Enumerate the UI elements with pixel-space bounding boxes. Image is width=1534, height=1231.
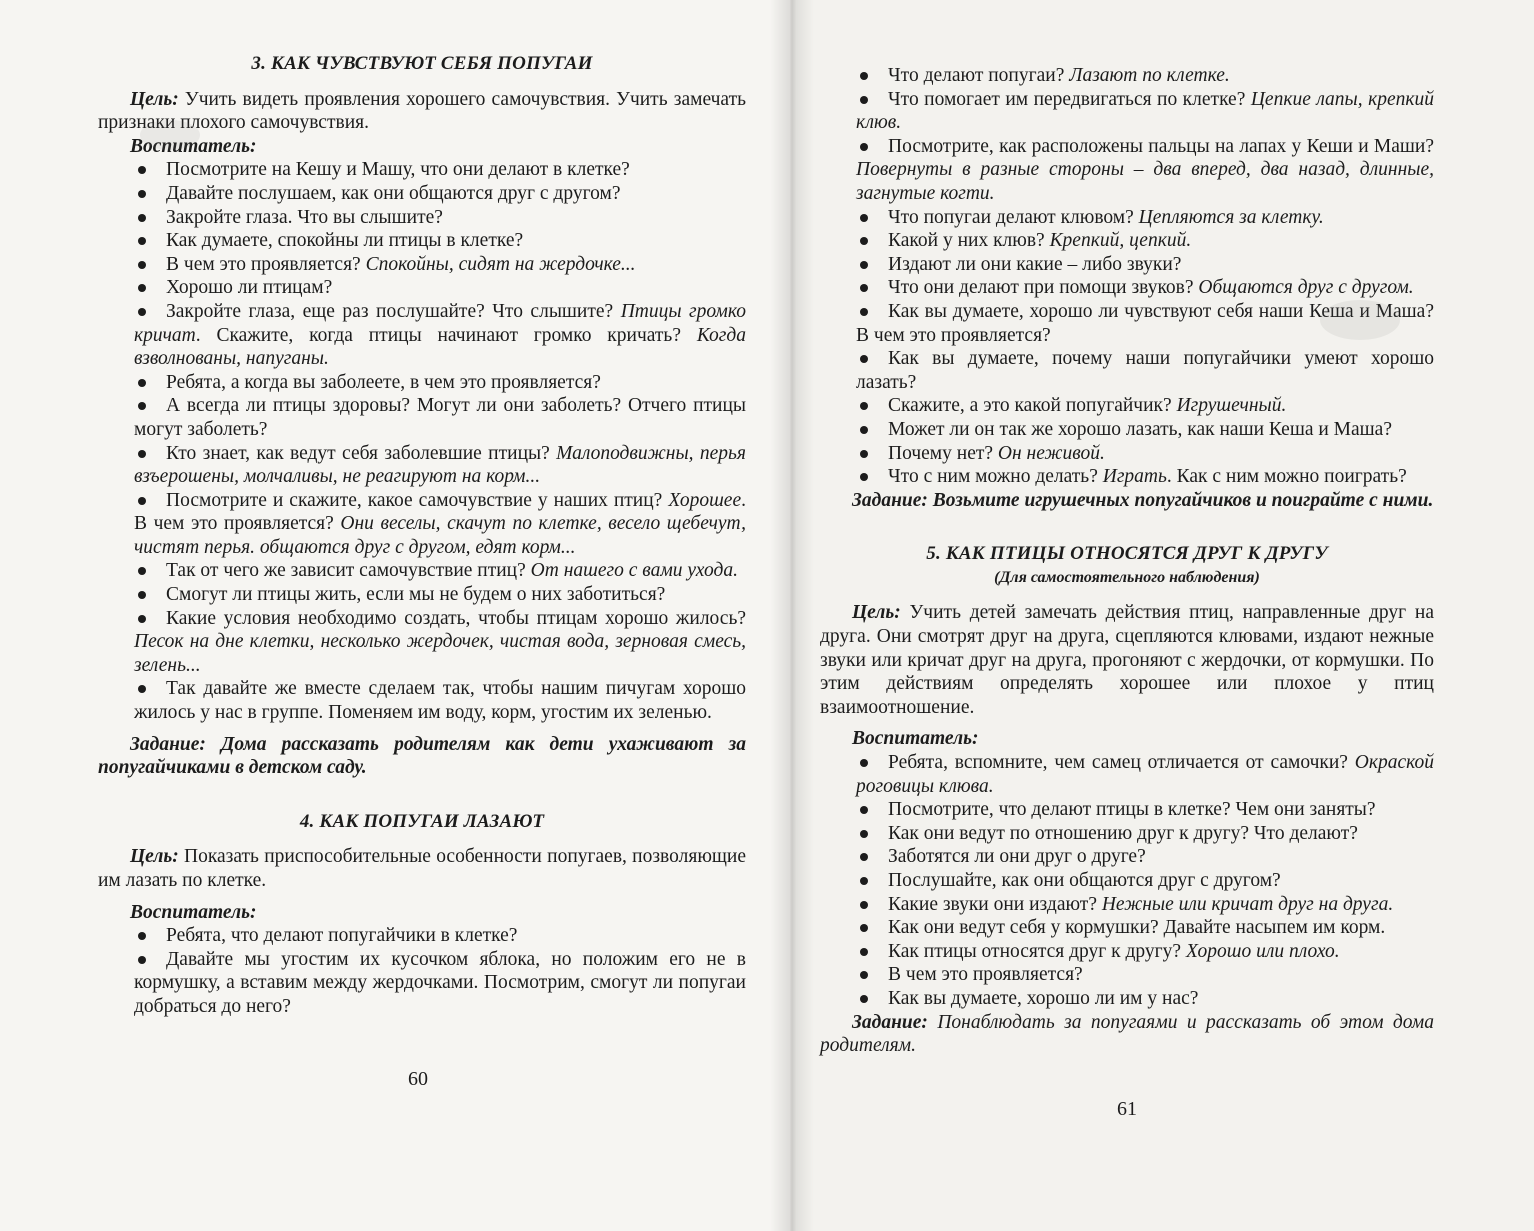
question-item [820, 206, 1434, 230]
section-5-title: 5. КАК ПТИЦЫ ОТНОСЯТСЯ ДРУГ К ДРУГУ [926, 543, 1328, 565]
question-part: Издают ли они какие – либо звуки? [888, 253, 1182, 275]
task-label: Задание: [130, 733, 206, 755]
bullet-icon [860, 426, 868, 434]
section-5-questions [820, 751, 1434, 1011]
section-5-goal [820, 601, 1434, 719]
answer-text: Лазают по клетке. [1069, 65, 1230, 86]
question-item [820, 442, 1434, 466]
bullet-icon [860, 308, 868, 316]
bullet-icon [860, 96, 868, 104]
question-text [134, 583, 746, 607]
bullet-icon [138, 190, 146, 198]
bullet-icon [138, 379, 146, 387]
task-label: Задание: [852, 489, 928, 511]
question-text [134, 677, 746, 724]
question-item [98, 300, 746, 371]
question-part: Как вы думаете, почему наши попугайчики умеют хорошо лазать? [856, 348, 1434, 393]
question-item [98, 489, 746, 560]
goal-label: Цель: [852, 602, 901, 624]
question-item [820, 869, 1434, 893]
question-text [856, 751, 1434, 798]
question-text [856, 798, 1434, 822]
question-part: Посмотрите на Кешу и Машу, что они делают в клетке? [166, 159, 630, 181]
question-item [98, 182, 746, 206]
answer-text: Повернуты в разные стороны – два вперед, два назад, длинные, загнутые когти. [856, 159, 1434, 204]
question-item [820, 64, 1434, 88]
question-text [134, 229, 746, 253]
answer-text: Когда взволнованы, напуганы. [134, 324, 746, 370]
question-text [856, 347, 1434, 394]
question-text [856, 963, 1434, 987]
question-part: . Скажите, когда птицы начинают громко кричать? [195, 324, 697, 346]
question-item [98, 559, 746, 583]
question-item [820, 394, 1434, 418]
section-3-task [98, 733, 746, 780]
question-text [134, 607, 746, 678]
bullet-icon [860, 72, 868, 80]
question-part: Что помогает им передвигаться по клетке? [888, 88, 1251, 110]
question-part: Что с ним можно делать? [888, 466, 1103, 488]
bullet-icon [860, 995, 868, 1003]
question-item [820, 88, 1434, 135]
answer-text: Песок на дне клетки, несколько жердочек, чистая вода, зерновая смесь, зелень... [134, 631, 746, 676]
section-4-title: 4. КАК ПОПУГАИ ЛАЗАЮТ [299, 810, 545, 832]
question-text [134, 158, 746, 182]
question-part: Смогут ли птицы жить, если мы не будем о них заботиться? [166, 584, 666, 606]
question-text [856, 229, 1434, 253]
question-part: Какие условия необходимо создать, чтобы птицам хорошо жилось? [166, 607, 746, 629]
bullet-icon [860, 143, 868, 151]
section-4-task [820, 489, 1434, 513]
bullet-icon [860, 877, 868, 885]
left-page-content [98, 52, 746, 1019]
question-text [856, 442, 1434, 466]
answer-text: Малоподвижны, перья взъерошены, молчаливы, не реагируют на корм... [134, 442, 746, 488]
paper-speck [140, 120, 200, 150]
question-item [820, 798, 1434, 822]
question-item [820, 845, 1434, 869]
bullet-icon [138, 497, 146, 505]
question-text [856, 418, 1434, 442]
bullet-icon [138, 615, 146, 623]
question-item [820, 418, 1434, 442]
question-text [856, 206, 1434, 230]
question-item [98, 924, 746, 948]
question-part: Что попугаи делают клювом? [888, 206, 1139, 228]
question-part: Какие звуки они издают? [888, 893, 1102, 915]
question-item [98, 583, 746, 607]
goal-label: Цель: [130, 846, 179, 868]
answer-text: Они веселы, скачут по клетке, весело щебечут, чистят перья. общаются друг с другом, едят корм... [134, 513, 746, 558]
question-item [820, 465, 1434, 489]
question-part: Как думаете, спокойны ли птицы в клетке? [166, 230, 524, 252]
question-item [98, 253, 746, 277]
question-item [820, 135, 1434, 206]
question-text [134, 182, 746, 206]
question-part: Как вы думаете, хорошо ли чувствуют себя наши Кеша и Маша? В чем это проявляется? [856, 300, 1434, 346]
question-part: Закройте глаза, еще раз послушайте? Что слышите? [166, 300, 621, 322]
question-item [98, 371, 746, 395]
question-part: . Как с ним можно поиграть? [1166, 466, 1407, 488]
answer-text: Спокойны, сидят на жердочке... [365, 253, 636, 275]
answer-text: Цепкие лапы, крепкий клюв. [856, 88, 1435, 134]
question-part: Так давайте же вместе сделаем так, чтобы нашим пичугам хорошо жилось у нас в группе. Поменяем им воду, корм, угостим их зеленью. [134, 678, 746, 724]
question-text [134, 276, 746, 300]
question-part: Может ли он так же хорошо лазать, как наши Кеша и Маша? [888, 418, 1392, 440]
question-item [820, 963, 1434, 987]
question-part: Давайте послушаем, как они общаются друг с другом? [166, 182, 621, 204]
question-text [134, 489, 746, 560]
answer-text: Хорошее [668, 489, 742, 511]
question-item [98, 394, 746, 441]
question-text [856, 893, 1434, 917]
question-item [820, 940, 1434, 964]
question-part: Почему нет? [888, 442, 998, 464]
question-item [820, 822, 1434, 846]
question-item [820, 916, 1434, 940]
answer-text: Крепкий, цепкий. [1049, 230, 1192, 252]
bullet-icon [138, 450, 146, 458]
question-item [820, 893, 1434, 917]
answer-text: Он неживой. [997, 442, 1105, 464]
bullet-icon [138, 956, 146, 964]
question-item [820, 751, 1434, 798]
bullet-icon [860, 901, 868, 909]
page-number-right: 61 [1117, 1098, 1137, 1120]
question-text [856, 88, 1434, 135]
question-text [856, 869, 1434, 893]
question-text [856, 465, 1434, 489]
goal-text: Учить видеть проявления хорошего самочувствия. Учить замечать признаки плохого самочувствия. [98, 88, 746, 134]
question-item [820, 276, 1434, 300]
question-part: Послушайте, как они общаются друг с другом? [888, 870, 1281, 891]
question-part: Хорошо ли птицам? [166, 277, 333, 299]
section-3-questions [98, 158, 746, 724]
goal-text: Учить детей замечать действия птиц, направленные друг на друга. Они смотрят друг на друга, сцепляются клювами, издают нежные звуки или кричат друг на друга, прогоняют с жердочки, от кормушки. По этим действиям определять хорошее или плохое у птиц взаимоотношение. [820, 602, 1434, 718]
question-text [134, 394, 746, 441]
question-item [820, 987, 1434, 1011]
question-part: Посмотрите, что делают птицы в клетке? Чем они заняты? [888, 799, 1376, 821]
section-4-questions [98, 924, 746, 1018]
question-part: Закройте глаза. Что вы слышите? [166, 206, 443, 228]
question-part: В чем это проявляется? [888, 964, 1083, 986]
question-text [856, 916, 1434, 940]
answer-text: Птицы громко кричат [134, 300, 747, 346]
bullet-icon [860, 948, 868, 956]
right-page [790, 0, 1534, 1231]
goal-label: Цель: [130, 88, 179, 110]
bullet-icon [860, 261, 868, 269]
question-part: Так от чего же зависит самочувствие птиц? [166, 560, 531, 582]
question-part: Как вы думаете, хорошо ли им у нас? [888, 987, 1199, 1009]
question-text [134, 371, 746, 395]
question-part: Как они ведут по отношению друг к другу? Что делают? [888, 822, 1358, 844]
question-part: Скажите, а это какой попугайчик? [888, 395, 1177, 417]
bullet-icon [138, 261, 146, 269]
question-text [134, 206, 746, 230]
question-text [856, 822, 1434, 846]
question-item [820, 253, 1434, 277]
bullet-icon [860, 450, 868, 458]
section-5-subtitle: (Для самостоятельного наблюдения) [994, 568, 1260, 586]
question-part: Давайте мы угостим их кусочком яблока, но положим его не в кормушку, а вставим между жердочками. Посмотрим, смогут ли попугаи добраться до него? [134, 948, 746, 1017]
question-item [98, 677, 746, 724]
task-text: Дома рассказать родителям как дети ухаживают за попугайчиками в детском саду. [98, 733, 746, 779]
question-item [820, 347, 1434, 394]
bullet-icon [860, 759, 868, 767]
question-part: Ребята, вспомните, чем самец отличается от самочки? [888, 752, 1355, 774]
question-item [98, 276, 746, 300]
answer-text: Окраской роговицы клюва. [856, 752, 1434, 797]
question-item [820, 229, 1434, 253]
question-text [856, 940, 1434, 964]
question-text [134, 948, 746, 1019]
teacher-label: Воспитатель: [130, 901, 257, 923]
question-part: Ребята, а когда вы заболеете, в чем это проявляется? [166, 371, 601, 393]
question-text [856, 845, 1434, 869]
answer-text: Игрушечный. [1176, 395, 1287, 417]
task-label: Задание: [852, 1011, 928, 1033]
page-number-left: 60 [408, 1068, 428, 1090]
answer-text: Нежные или кричат друг на друга. [1101, 893, 1394, 915]
question-part: Ребята, что делают попугайчики в клетке? [166, 925, 518, 947]
teacher-label: Воспитатель: [852, 728, 979, 750]
question-text [134, 442, 746, 489]
task-text: Понаблюдать за попугаями и рассказать об этом дома родителям. [820, 1011, 1434, 1057]
bullet-icon [138, 591, 146, 599]
answer-text: Играть [1102, 466, 1167, 488]
answer-text: Общаются друг с другом. [1198, 277, 1414, 299]
question-part: Заботятся ли они друг о друге? [888, 846, 1146, 868]
question-text [856, 64, 1434, 88]
bullet-icon [860, 214, 868, 222]
question-text [134, 559, 746, 583]
question-text [134, 253, 746, 277]
right-page-content [820, 64, 1434, 1058]
section-3-title: 3. КАК ЧУВСТВУЮТ СЕБЯ ПОПУГАИ [251, 53, 593, 74]
task-text: Возьмите игрушечных попугайчиков и поиграйте с ними. [927, 489, 1434, 511]
question-text [856, 987, 1434, 1011]
question-part: В чем это проявляется? [166, 253, 366, 275]
question-part: Кто знает, как ведут себя заболевшие птицы? [166, 442, 557, 464]
question-text [856, 135, 1434, 206]
bullet-icon [138, 214, 146, 222]
paper-speck [1320, 300, 1400, 340]
bullet-icon [138, 308, 146, 316]
question-item [98, 948, 746, 1019]
question-text [134, 924, 746, 948]
question-part: Что делают попугаи? [888, 65, 1070, 86]
answer-text: От нашего с вами ухода. [530, 560, 738, 582]
question-part: Как птицы относятся друг к другу? [888, 940, 1186, 962]
question-item [98, 158, 746, 182]
section-5-task [820, 1011, 1434, 1058]
section-4-goal [98, 845, 746, 892]
question-text [856, 394, 1434, 418]
question-part: Что они делают при помощи звуков? [888, 277, 1199, 299]
section-4-questions-continued [820, 64, 1434, 489]
question-part: А всегда ли птицы здоровы? Могут ли они заболеть? Отчего птицы могут заболеть? [134, 395, 746, 440]
teacher-label: Воспитатель: [130, 135, 257, 157]
question-part: Посмотрите и скажите, какое самочувствие у наших птиц? [166, 489, 669, 511]
question-part: . В чем это проявляется? [134, 489, 746, 535]
question-part: Как они ведут себя у кормушки? Давайте насыпем им корм. [888, 917, 1386, 939]
question-part: Посмотрите, как расположены пальцы на лапах у Кеши и Маши? [888, 135, 1434, 157]
question-item [98, 206, 746, 230]
goal-text: Показать приспособительные особенности попугаев, позволяющие им лазать по клетке. [98, 846, 746, 891]
question-part: Какой у них клюв? [888, 230, 1050, 252]
question-item [98, 607, 746, 678]
bullet-icon [860, 830, 868, 838]
question-text [134, 300, 746, 371]
question-item [98, 442, 746, 489]
question-text [856, 253, 1434, 277]
question-text [856, 276, 1434, 300]
answer-text: Хорошо или плохо. [1185, 940, 1340, 962]
answer-text: Цепляются за клетку. [1138, 206, 1324, 228]
question-item [98, 229, 746, 253]
